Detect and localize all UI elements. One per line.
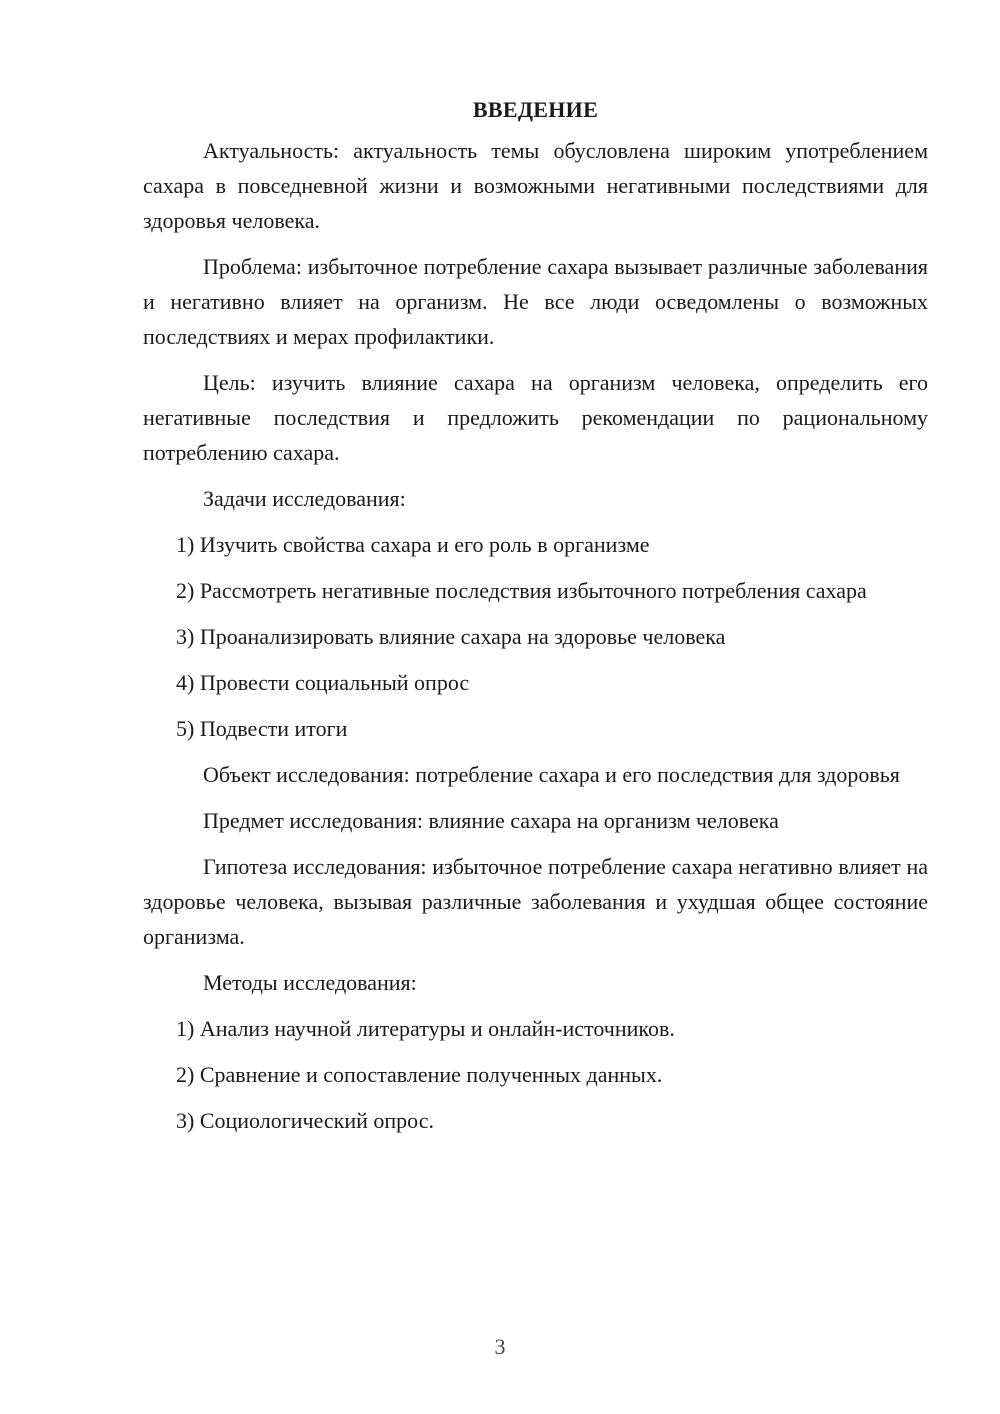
methods-title: Методы исследования:: [203, 970, 417, 995]
page-number: 3: [494, 1334, 506, 1359]
research-object-paragraph: Объект исследования: потребление сахара и его последствия для здоровья: [203, 762, 900, 787]
tasks-title: Задачи исследования:: [203, 486, 406, 511]
document-page: [143, 92, 928, 1149]
problem-paragraph: Проблема: избыточное потребление сахара вызывает различные заболевания и негативно влияет на организм. Не все люди осведомлены о возможных последствиях и мерах профилактики.: [143, 254, 928, 349]
task-item: 3) Проанализировать влияние сахара на здоровье человека: [176, 624, 726, 649]
method-item: 1) Анализ научной литературы и онлайн-источников.: [176, 1016, 675, 1041]
research-subject-paragraph: Предмет исследования: влияние сахара на организм человека: [203, 808, 779, 833]
goal-paragraph: Цель: изучить влияние сахара на организм человека, определить его негативные последствия и предложить рекомендации по рациональному потреблению сахара.: [143, 370, 928, 465]
relevance-paragraph: Актуальность: актуальность темы обусловлена широким употреблением сахара в повседневной жизни и возможными негативными последствиями для здоровья человека.: [143, 138, 928, 233]
task-item: 5) Подвести итоги: [176, 716, 348, 741]
task-item: 2) Рассмотреть негативные последствия избыточного потребления сахара: [176, 578, 867, 603]
task-item: 1) Изучить свойства сахара и его роль в организме: [176, 532, 650, 557]
task-item: 4) Провести социальный опрос: [176, 670, 470, 695]
section-heading: ВВЕДЕНИЕ: [472, 97, 599, 122]
research-hypothesis-paragraph: Гипотеза исследования: избыточное потребление сахара негативно влияет на здоровье человека, вызывая различные заболевания и ухудшая общее состояние организма.: [143, 854, 928, 949]
method-item: 2) Сравнение и сопоставление полученных данных.: [176, 1062, 663, 1087]
method-item: 3) Социологический опрос.: [176, 1108, 434, 1133]
